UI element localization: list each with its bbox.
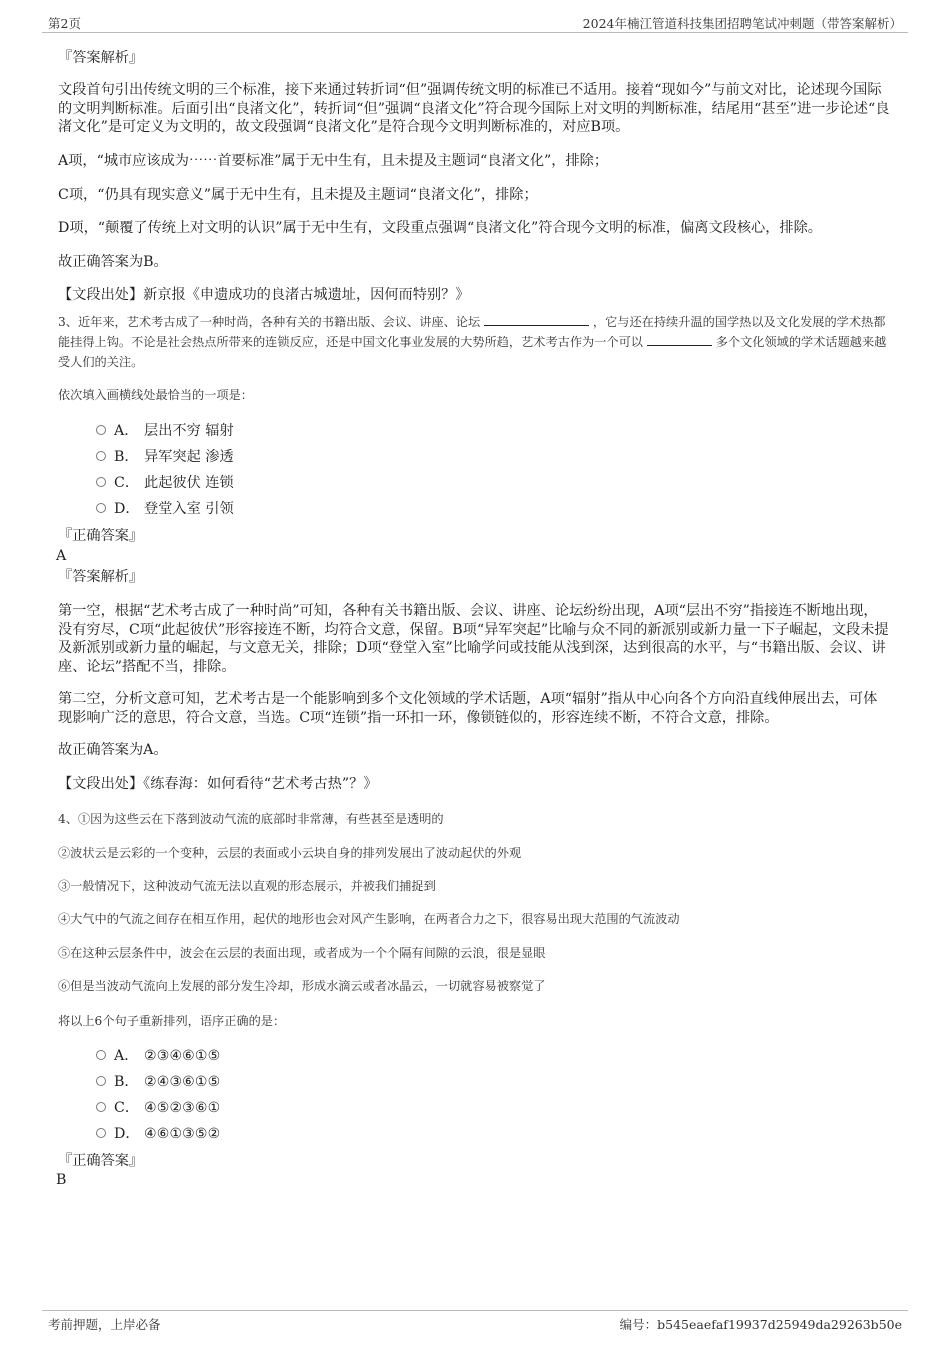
question-3-option-b[interactable]: B． 异军突起 渗透 <box>96 447 234 467</box>
question-3-stem-part1: 3、近年来，艺术考古成了一种时尚，各种有关的书籍出版、会议、讲座、论坛 <box>58 315 481 329</box>
correct-answer: A <box>56 548 67 564</box>
answer-label: 『正确答案』 <box>58 528 144 544</box>
analysis-option-a: A项，“城市应该成为⋯⋯首要标准”属于无中生有，且未提及主题词“良渚文化”，排除； <box>58 153 609 169</box>
source-citation: 【文段出处】《练春海：如何看待“艺术考古热”？》 <box>58 776 378 792</box>
radio-icon[interactable] <box>96 451 106 461</box>
page-header <box>42 14 908 33</box>
answer-label: 『正确答案』 <box>58 1153 144 1169</box>
question-3-stem <box>58 312 890 372</box>
analysis-label: 『答案解析』 <box>58 50 144 66</box>
question-4-option-b[interactable]: B． ②④③⑥①⑤ <box>96 1072 220 1092</box>
question-3-option-a[interactable]: A． 层出不穷 辐射 <box>96 421 234 441</box>
question-4-sentence-5: ⑤在这种云层条件中，波会在云层的表面出现，或者成为一个个隔有间隙的云浪，很是显眼 <box>58 946 546 960</box>
question-3-stem-part2: ，它与还在持续升温的国学热以及文化发展的学术热都能挂得上钩。不论是社会热点所带来的连锁反应，还是中国文化事业发展的大势所趋，艺术考古作为一个可以 <box>58 315 886 349</box>
question-3-option-d[interactable]: D． 登堂入室 引领 <box>96 499 234 519</box>
question-4-option-c[interactable]: C． ④⑤②③⑥① <box>96 1098 220 1118</box>
answer-blank-2 <box>647 333 712 346</box>
question-4-sentence-1: 4、①因为这些云在下落到波动气流的底部时非常薄，有些甚至是透明的 <box>58 812 444 826</box>
question-4-option-a[interactable]: A． ②③④⑥①⑤ <box>96 1046 220 1066</box>
document-title: 2024年楠江管道科技集团招聘笔试冲刺题（带答案解析） <box>582 16 902 31</box>
analysis-option-d: D项，“颠覆了传统上对文明的认识”属于无中生有，文段重点强调“良渚文化”符合现今文明的标准，偏离文段核心，排除。 <box>58 220 822 236</box>
radio-icon[interactable] <box>96 425 106 435</box>
radio-icon[interactable] <box>96 1128 106 1138</box>
page-number: 第2页 <box>48 16 81 31</box>
analysis-paragraph-2: 第二空，分析文意可知，艺术考古是一个能影响到多个文化领域的学术话题，A项“辐射”指从中心向各个方向沿直线伸展出去，可体现影响广泛的意思，符合文意，当选。C项“连锁”指一环扣一环，像锁链似的，形容连续不断，不符合文意，排除。 <box>58 691 878 726</box>
radio-icon[interactable] <box>96 1102 106 1112</box>
analysis-paragraph: 文段首句引出传统文明的三个标准，接下来通过转折词“但”强调传统文明的标准已不适用。接着“现如今”与前文对比，论述现今国际的文明判断标准。后面引出“良渚文化”，转折词“但”强调“良渚文化”符合现今国际上对文明的判断标准，结尾用“甚至”进一步论述“良渚文化”是可定义为文明的，故文段强调“良渚文化”是符合现今文明判断标准的，对应B项。 <box>58 82 890 135</box>
radio-icon[interactable] <box>96 477 106 487</box>
conclusion: 故正确答案为B。 <box>58 254 168 270</box>
question-4-sentence-4: ④大气中的气流之间存在相互作用，起伏的地形也会对风产生影响，在两者合力之下，很容易出现大范围的气流波动 <box>58 912 680 926</box>
question-4-option-d[interactable]: D． ④⑥①③⑤② <box>96 1124 220 1144</box>
conclusion: 故正确答案为A。 <box>58 742 168 758</box>
correct-answer: B <box>56 1172 67 1188</box>
radio-icon[interactable] <box>96 503 106 513</box>
question-4-sentence-2: ②波状云是云彩的一个变种，云层的表面或小云块自身的排列发展出了波动起伏的外观 <box>58 846 522 860</box>
radio-icon[interactable] <box>96 1076 106 1086</box>
radio-icon[interactable] <box>96 1050 106 1060</box>
analysis-option-c: C项，“仍具有现实意义”属于无中生有，且未提及主题词“良渚文化”，排除； <box>58 187 538 203</box>
answer-blank-1 <box>484 313 589 326</box>
question-4-sentence-6: ⑥但是当波动气流向上发展的部分发生冷却，形成水滴云或者冰晶云，一切就容易被察觉了 <box>58 979 546 993</box>
footer-slogan: 考前押题，上岸必备 <box>48 1317 161 1332</box>
question-3-instruction: 依次填入画横线处最恰当的一项是： <box>58 388 253 402</box>
page-footer <box>42 1310 908 1333</box>
question-4-instruction: 将以上6个句子重新排列，语序正确的是： <box>58 1014 286 1028</box>
source-citation: 【文段出处】新京报《申遗成功的良渚古城遗址，因何而特别？》 <box>58 287 470 303</box>
analysis-paragraph-1: 第一空，根据“艺术考古成了一种时尚”可知，各种有关书籍出版、会议、讲座、论坛纷纷出现，A项“层出不穷”指接连不断地出现，没有穷尽，C项“此起彼伏”形容接连不断，均符合文意，保留。B项“异军突起”比喻与众不同的新派别或新力量一下子崛起，文段未提及新派别或新力量的崛起，与文意无关，排除；D项“登堂入室”比喻学问或技能从浅到深，达到很高的水平，与“书籍出版、会议、讲座、论坛”搭配不当，排除。 <box>58 603 889 675</box>
analysis-label: 『答案解析』 <box>58 569 144 585</box>
question-3-option-c[interactable]: C． 此起彼伏 连锁 <box>96 473 234 493</box>
question-3-stem-part3: 多个文化领域的学术话题越来越受人们的关注。 <box>58 335 887 369</box>
question-4-sentence-3: ③一般情况下，这种波动气流无法以直观的形态展示，并被我们捕捉到 <box>58 879 436 893</box>
document-code: 编号：b545eaefaf19937d25949da29263b50e <box>619 1317 902 1332</box>
